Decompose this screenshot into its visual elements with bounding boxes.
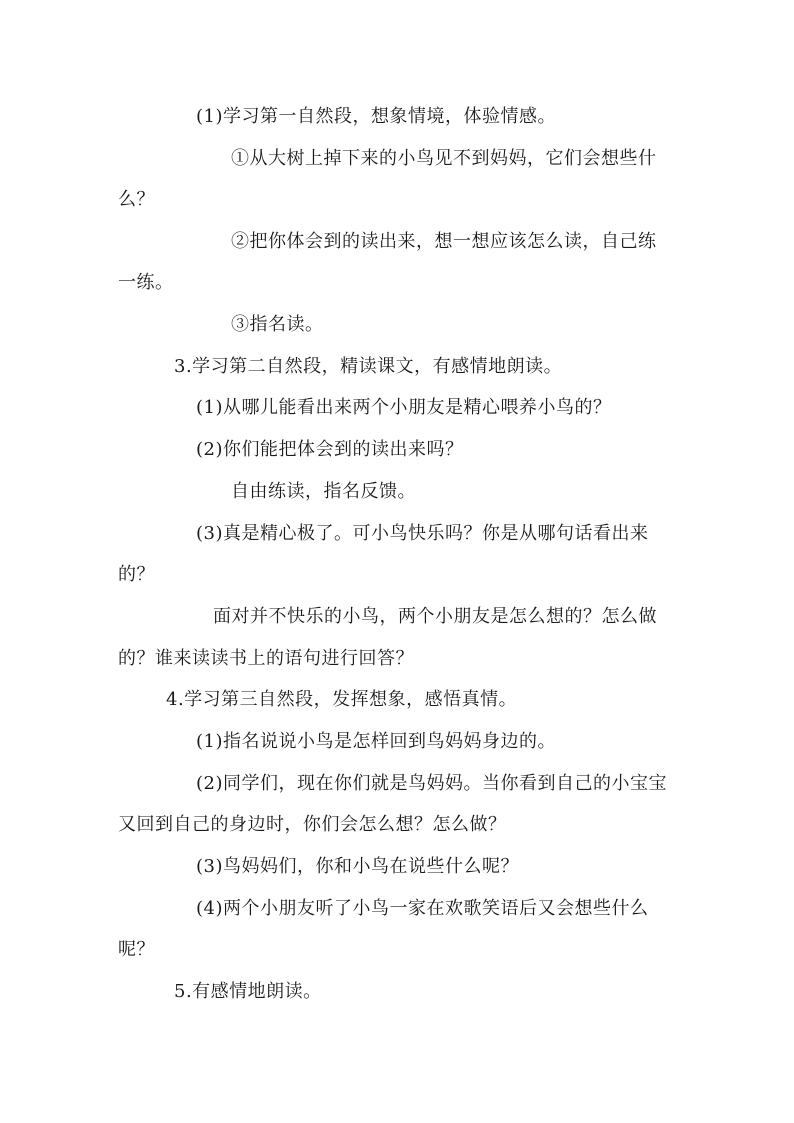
text-line: (1)学习第一自然段，想象情境，体验情感。 [196, 106, 556, 127]
text-line: 呢？ [118, 939, 155, 960]
text-line: 的？ [118, 564, 155, 585]
text-line: (1)指名说说小鸟是怎样回到鸟妈妈身边的。 [196, 731, 556, 752]
text-line: ③指名读。 [231, 314, 324, 335]
text-line: (4)两个小朋友听了小鸟一家在欢歌笑语后又会想些什么 [196, 898, 649, 919]
text-line: 面对并不快乐的小鸟，两个小朋友是怎么想的？怎么做 [213, 606, 657, 627]
text-line: (2)同学们，现在你们就是鸟妈妈。当你看到自己的小宝宝 [196, 773, 667, 794]
text-line: ②把你体会到的读出来，想一想应该怎么读，自己练 [231, 231, 657, 252]
text-line: (2)你们能把体会到的读出来吗？ [196, 439, 464, 460]
text-line: ①从大树上掉下来的小鸟见不到妈妈，它们会想些什 [231, 148, 657, 169]
section-heading: 5.有感情地朗读。 [174, 981, 322, 1002]
section-heading: 3.学习第二自然段，精读课文，有感情地朗读。 [174, 356, 563, 377]
section-heading: 4.学习第三自然段，发挥想象，感悟真情。 [166, 689, 518, 710]
text-line: (3)鸟妈妈们，你和小鸟在说些什么呢？ [196, 856, 519, 877]
text-line: 么？ [118, 189, 155, 210]
text-line: (1)从哪儿能看出来两个小朋友是精心喂养小鸟的？ [196, 397, 612, 418]
text-line: (3)真是精心极了。可小鸟快乐吗？你是从哪句话看出来 [196, 523, 649, 544]
text-line: 自由练读，指名反馈。 [231, 481, 416, 502]
text-line: 一练。 [118, 272, 174, 293]
text-line: 的？谁来读读书上的语句进行回答？ [118, 648, 414, 669]
text-line: 又回到自己的身边时，你们会怎么想？怎么做？ [118, 814, 507, 835]
